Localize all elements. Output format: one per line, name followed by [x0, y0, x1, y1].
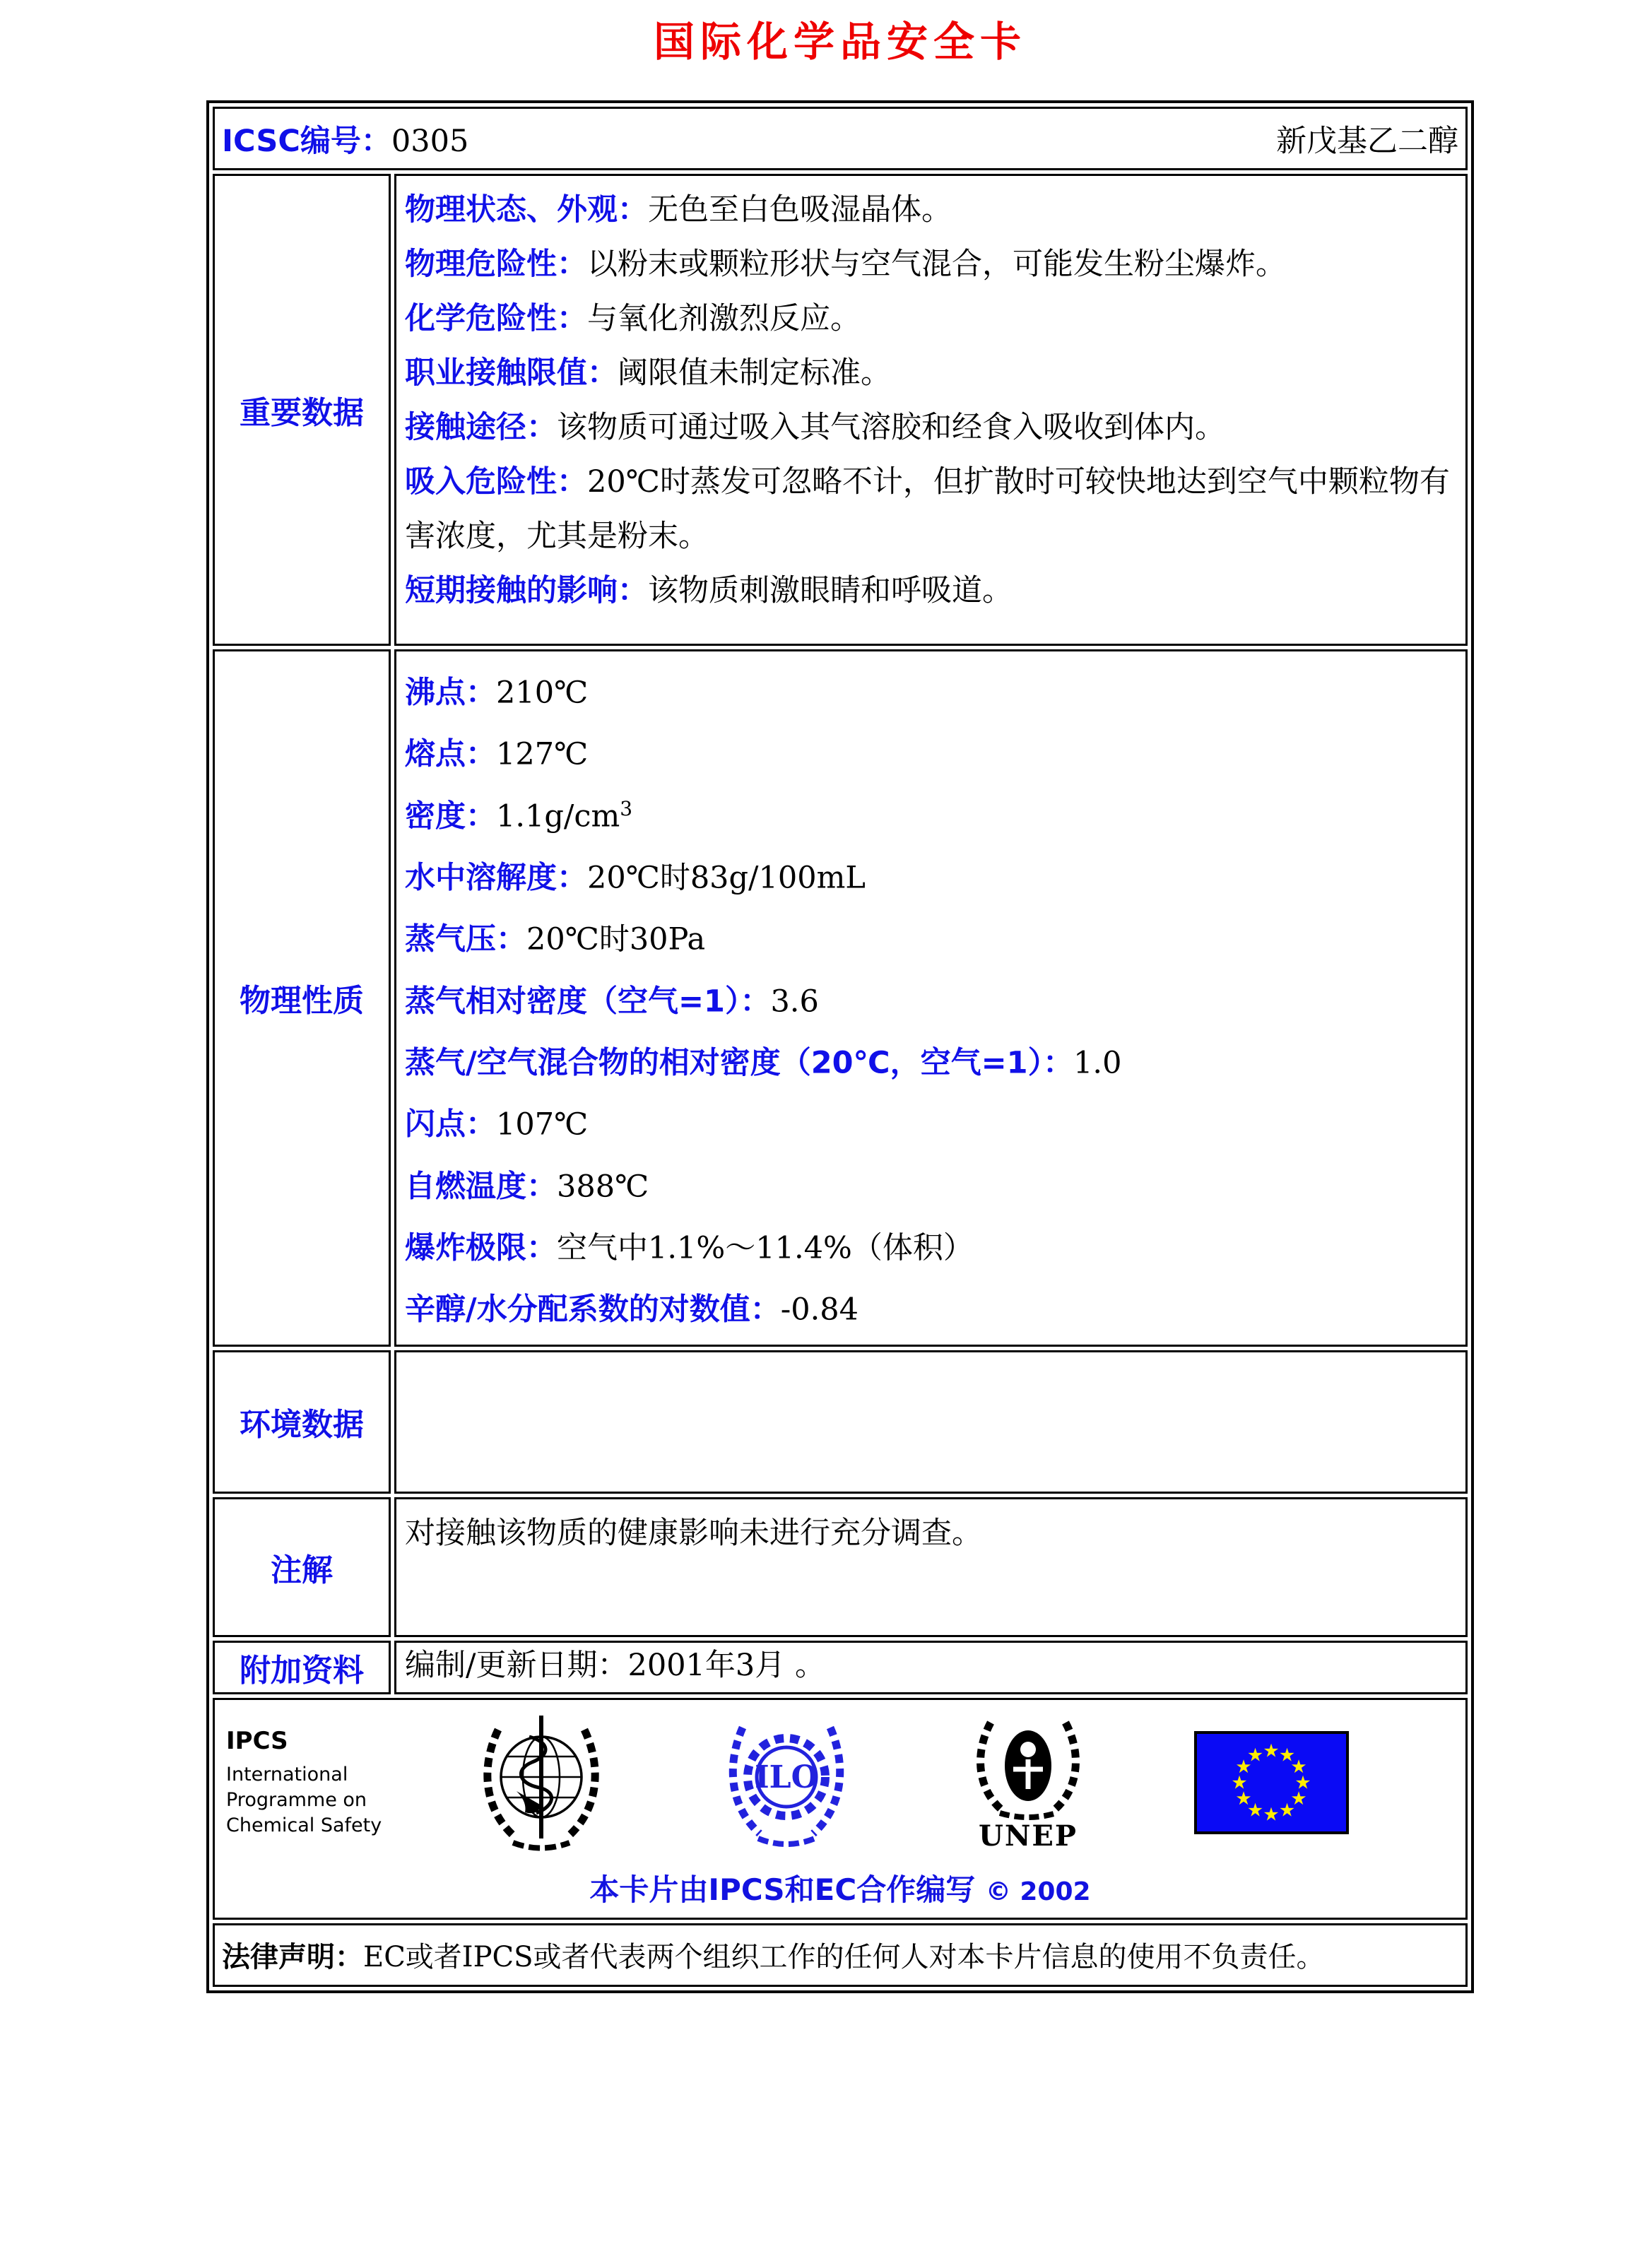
entry-label: 接触途径：: [405, 410, 557, 445]
notes-text: 对接触该物质的健康影响未进行充分调查。: [405, 1515, 982, 1551]
credit-text: 本卡片由IPCS和EC合作编写: [589, 1872, 976, 1907]
legal-notice-row: [213, 1923, 1468, 1987]
credit-line: [222, 1867, 1458, 1909]
eu-star-icon: ★: [1290, 1756, 1307, 1777]
page-title: 国际化学品安全卡: [653, 18, 1027, 66]
eu-star-icon: ★: [1246, 1800, 1264, 1821]
property-label: 水中溶解度：: [405, 860, 587, 896]
chemical-name: 新戊基乙二醇: [1276, 123, 1458, 159]
icsc-number-value: 0305: [391, 123, 469, 159]
data-entry: [405, 401, 1457, 455]
entry-label: 职业接触限值：: [405, 355, 618, 391]
property-value: 210℃: [496, 675, 589, 711]
icsc-card-table: [206, 100, 1474, 1993]
eu-star-icon: ★: [1278, 1745, 1296, 1766]
eu-star-icon: ★: [1278, 1800, 1296, 1821]
property-label: 辛醇/水分配系数的对数值：: [405, 1292, 781, 1328]
entry-label: 吸入危险性：: [405, 464, 587, 500]
eu-star-icon: ★: [1294, 1772, 1311, 1793]
property-row: [405, 782, 1457, 844]
property-row: [405, 905, 1457, 967]
additional-info-content: [394, 1641, 1468, 1694]
eu-star-icon: ★: [1246, 1745, 1264, 1766]
notes-content: [394, 1497, 1468, 1637]
entry-label: 物理危险性：: [405, 247, 587, 282]
property-value: 1.1g/cm: [496, 798, 620, 834]
property-value: 127℃: [496, 736, 589, 772]
environmental-data-content: [394, 1350, 1468, 1494]
property-value: 3.6: [770, 983, 819, 1019]
card-header-row: [213, 107, 1468, 170]
eu-star-icon: ★: [1263, 1740, 1280, 1761]
section-label-additional-info: 附加资料: [213, 1641, 391, 1694]
data-entry: [405, 183, 1457, 237]
data-entry: [405, 237, 1457, 292]
additional-info-text: 编制/更新日期：2001年3月 。: [405, 1647, 825, 1683]
entry-label: 化学危险性：: [405, 301, 587, 336]
who-logo-icon: [474, 1710, 608, 1855]
section-label-physical-properties: 物理性质: [213, 649, 391, 1347]
physical-properties-content: [394, 649, 1468, 1347]
property-row: [405, 659, 1457, 720]
section-label-important-data: 重要数据: [213, 174, 391, 646]
property-label: 密度：: [405, 798, 496, 834]
legal-text: EC或者IPCS或者代表两个组织工作的任何人对本卡片信息的使用不负责任。: [363, 1941, 1325, 1974]
ipcs-subtitle-line: Programme on: [226, 1788, 367, 1811]
property-row: [405, 1152, 1457, 1214]
data-entry: [405, 346, 1457, 401]
icsc-number-label: ICSC编号：: [222, 123, 391, 159]
property-row: [405, 1029, 1457, 1090]
ilo-logo-icon: [721, 1710, 851, 1855]
unep-logo-block: [968, 1713, 1088, 1853]
data-entry: [405, 292, 1457, 346]
property-value: 388℃: [557, 1168, 649, 1204]
property-label: 自燃温度：: [405, 1168, 557, 1204]
property-value: 1.0: [1073, 1045, 1122, 1081]
property-label: 沸点：: [405, 675, 496, 711]
legal-label: 法律声明：: [222, 1941, 363, 1974]
property-value: 107℃: [496, 1106, 589, 1143]
property-row: [405, 720, 1457, 781]
footer-logos-row: [213, 1698, 1468, 1920]
eu-star-icon: ★: [1290, 1788, 1307, 1809]
ipcs-text-block: [222, 1727, 438, 1838]
property-row: [405, 1275, 1457, 1337]
ipcs-subtitle-line: International: [226, 1763, 348, 1785]
ipcs-title: IPCS: [226, 1726, 288, 1755]
entry-label: 短期接触的影响：: [405, 573, 648, 608]
entry-text: 20℃时蒸发可忽略不计，但扩散时可较快地达到空气中颗粒物有害浓度，尤其是粉末。: [405, 464, 1450, 554]
important-data-content: [394, 174, 1468, 646]
data-entry: [405, 455, 1457, 564]
ilo-logo-text: ILO: [755, 1759, 818, 1796]
property-label: 闪点：: [405, 1106, 496, 1143]
eu-flag-icon: [1194, 1731, 1349, 1834]
property-value: 20℃时83g/100mL: [587, 860, 866, 896]
entry-text: 该物质刺激眼睛和呼吸道。: [648, 573, 1013, 608]
eu-star-icon: ★: [1263, 1804, 1280, 1825]
entry-text: 阈限值未制定标准。: [618, 355, 891, 391]
property-row: [405, 844, 1457, 905]
property-value: 20℃时30Pa: [526, 921, 706, 957]
eu-star-icon: ★: [1235, 1756, 1252, 1777]
entry-label: 物理状态、外观：: [405, 192, 648, 228]
property-value: 空气中1.1%～11.4%（体积）: [557, 1230, 974, 1266]
property-value: -0.84: [780, 1292, 859, 1328]
unep-logo-icon: [968, 1713, 1088, 1820]
property-row: [405, 1214, 1457, 1275]
entry-text: 以粉末或颗粒形状与空气混合，可能发生粉尘爆炸。: [587, 247, 1286, 282]
property-label: 蒸气相对密度（空气=1）：: [405, 983, 771, 1019]
property-row: [405, 967, 1457, 1029]
property-label: 熔点：: [405, 736, 496, 772]
property-superscript: 3: [620, 796, 633, 820]
logos-strip: [222, 1706, 1458, 1860]
property-row: [405, 1090, 1457, 1152]
entry-text: 该物质可通过吸入其气溶胶和经食入吸收到体内。: [557, 410, 1225, 445]
data-entry: [405, 564, 1457, 618]
icsc-number: [222, 117, 468, 160]
section-label-notes: 注解: [213, 1497, 391, 1637]
property-label: 蒸气/空气混合物的相对密度（20℃，空气=1）：: [405, 1045, 1074, 1081]
eu-star-icon: ★: [1235, 1788, 1252, 1809]
section-label-environmental-data: 环境数据: [213, 1350, 391, 1494]
property-label: 蒸气压：: [405, 921, 526, 957]
entry-text: 无色至白色吸湿晶体。: [648, 192, 952, 228]
eu-star-icon: ★: [1231, 1772, 1248, 1793]
copyright-text: © 2002: [985, 1877, 1091, 1906]
unep-logo-text: UNEP: [978, 1819, 1078, 1853]
ipcs-subtitle-line: Chemical Safety: [226, 1814, 382, 1836]
property-label: 爆炸极限：: [405, 1230, 557, 1266]
entry-text: 与氧化剂激烈反应。: [587, 301, 861, 336]
